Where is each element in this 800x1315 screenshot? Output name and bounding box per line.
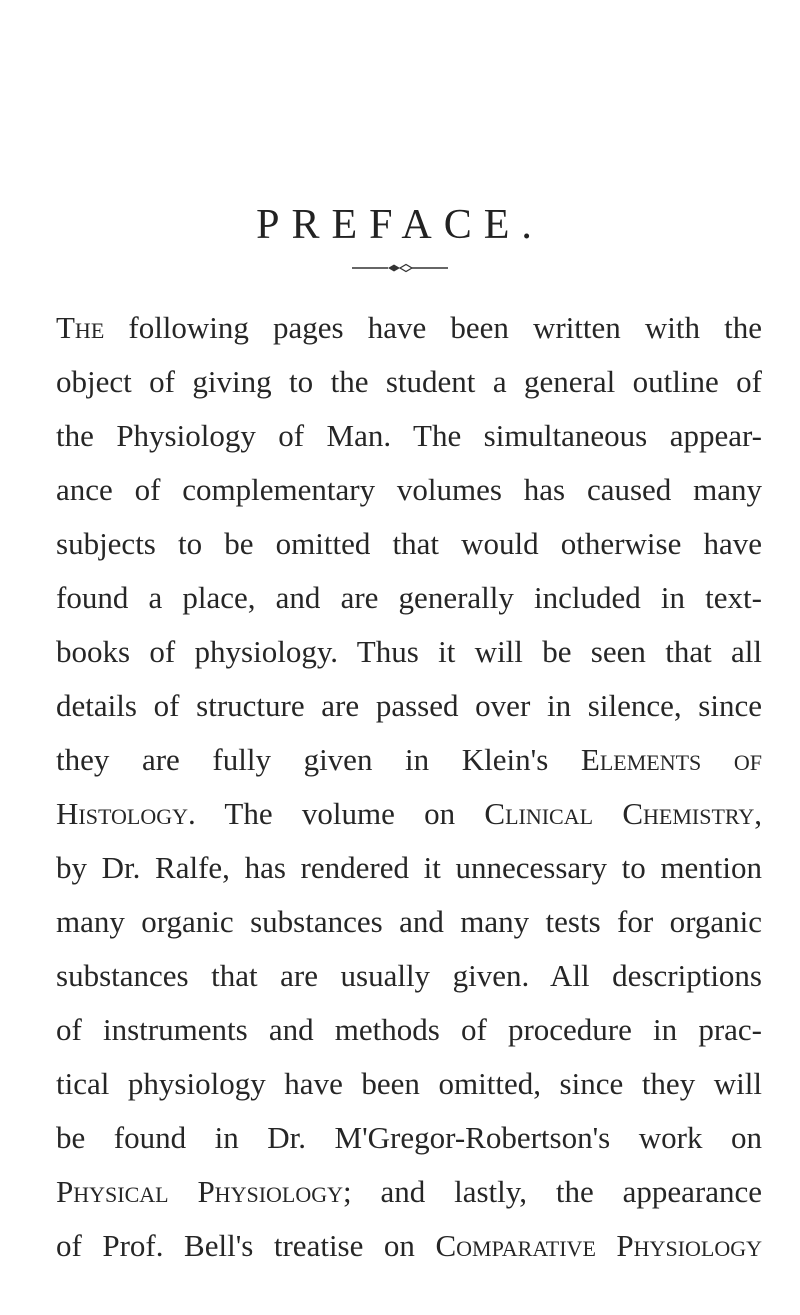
text-run: the Physiology of Man. The simultaneous appear-	[56, 418, 762, 453]
text-run: ance of complementary volumes has caused many	[56, 472, 762, 507]
small-caps-text: The	[56, 310, 105, 345]
text-run: of Prof. Bell's treatise on	[56, 1228, 436, 1263]
text-line	[56, 733, 762, 787]
text-line	[56, 571, 762, 625]
small-caps-text: Elements of	[580, 742, 762, 777]
text-line	[56, 301, 762, 355]
text-line	[56, 1219, 762, 1273]
text-run: by Dr. Ralfe, has rendered it unnecessary to mention	[56, 850, 762, 885]
text-run: details of structure are passed over in silence, since	[56, 688, 762, 723]
text-line	[56, 1111, 762, 1165]
text-run: many organic substances and many tests for organic	[56, 904, 762, 939]
small-caps-text: Comparative Physiology	[435, 1228, 762, 1263]
small-caps-text: Physical Physiology	[56, 1174, 344, 1209]
text-line	[56, 895, 762, 949]
text-line	[56, 517, 762, 571]
ornament-rule-icon	[352, 262, 448, 274]
text-run: substances that are usually given. All descriptions	[56, 958, 762, 993]
text-line	[56, 1057, 762, 1111]
text-run: The volume on	[195, 796, 485, 831]
small-caps-text: Clinical Chemistry,	[484, 796, 762, 831]
text-line	[56, 625, 762, 679]
text-run: following pages have been written with the	[104, 310, 762, 345]
text-line	[56, 355, 762, 409]
text-line	[56, 1165, 762, 1219]
text-run: of instruments and methods of procedure in prac-	[56, 1012, 762, 1047]
text-run: object of giving to the student a general outline of	[56, 364, 762, 399]
text-line	[56, 949, 762, 1003]
page-title: PREFACE.	[256, 202, 544, 248]
small-caps-text: Histology.	[56, 796, 196, 831]
text-line	[56, 679, 762, 733]
text-run: tical physiology have been omitted, since they will	[56, 1066, 762, 1101]
text-run: found a place, and are generally included in text-	[56, 580, 762, 615]
text-line	[56, 409, 762, 463]
text-run: ; and lastly, the appearance	[343, 1174, 762, 1209]
text-line	[56, 841, 762, 895]
text-run: subjects to be omitted that would otherwise have	[56, 526, 762, 561]
text-line	[56, 463, 762, 517]
text-run: books of physiology. Thus it will be seen that all	[56, 634, 762, 669]
preface-paragraph	[56, 301, 762, 1273]
text-line	[56, 787, 762, 841]
text-line	[56, 1003, 762, 1057]
text-run: be found in Dr. M'Gregor-Robertson's work on	[56, 1120, 762, 1155]
text-run: they are fully given in Klein's	[56, 742, 581, 777]
